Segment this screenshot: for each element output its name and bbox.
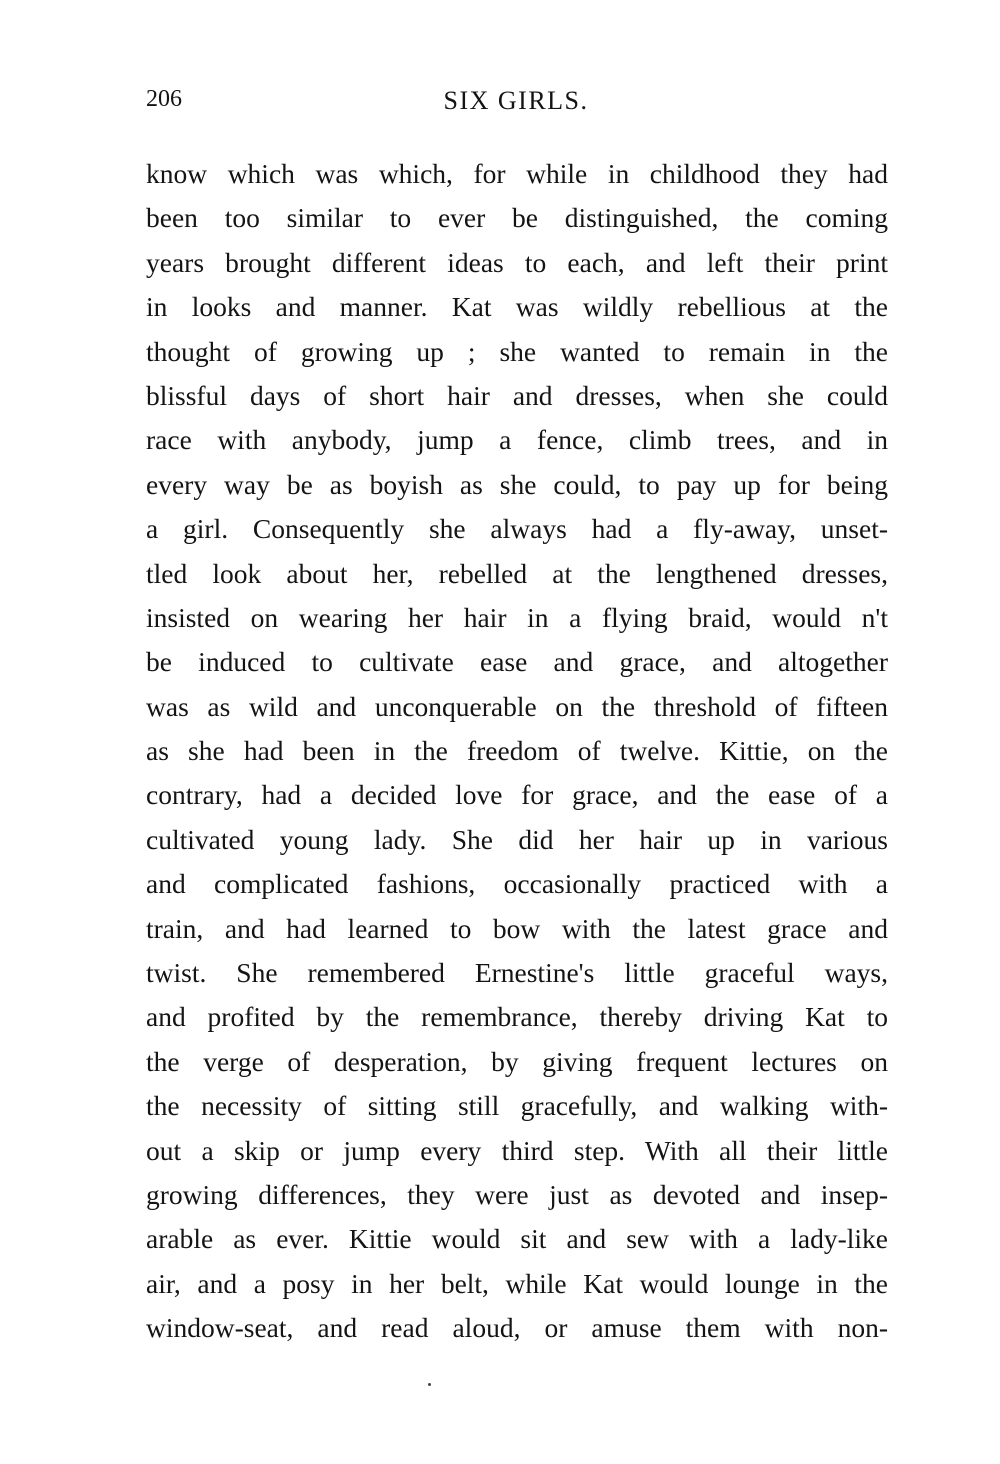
text-line: and profited by the remembrance, thereby driving Kat to [146,1001,888,1033]
page-header [146,86,886,126]
page-number: 206 [146,86,182,112]
text-line: years brought different ideas to each, and left their print [146,246,888,278]
body-text [146,152,888,1351]
text-line: the verge of desperation, by giving frequent lectures on [146,1045,888,1077]
text-line: twist. She remembered Ernestine's little graceful ways, [146,957,888,989]
text-line: thought of growing up ; she wanted to remain in the [146,335,888,367]
text-line: in looks and manner. Kat was wildly rebellious at the [146,291,888,323]
text-line: and complicated fashions, occasionally practiced with a [146,868,888,900]
text-line: tled look about her, rebelled at the lengthened dresses, [146,557,888,589]
text-line: race with anybody, jump a fence, climb trees, and in [146,424,888,456]
text-line: contrary, had a decided love for grace, and the ease of a [146,779,888,811]
running-title: SIX GIRLS. [443,86,589,115]
text-line: cultivated young lady. She did her hair up in various [146,823,888,855]
text-line: a girl. Consequently she always had a fly-away, unset- [146,513,888,545]
text-line: be induced to cultivate ease and grace, and altogether [146,646,888,678]
text-line: was as wild and unconquerable on the threshold of fifteen [146,690,888,722]
text-line: every way be as boyish as she could, to pay up for being [146,468,888,500]
text-line: arable as ever. Kittie would sit and sew with a lady-like [146,1223,888,1255]
text-line: insisted on wearing her hair in a flying braid, would n't [146,601,888,633]
text-line: the necessity of sitting still gracefully, and walking with- [146,1090,888,1122]
text-line: blissful days of short hair and dresses, when she could [146,379,888,411]
text-line: as she had been in the freedom of twelve. Kittie, on the [146,735,888,767]
text-line: air, and a posy in her belt, while Kat would lounge in the [146,1267,888,1299]
text-line: train, and had learned to bow with the latest grace and [146,912,888,944]
text-line: been too similar to ever be distinguished, the coming [146,202,888,234]
printer-mark [428,1383,431,1386]
text-line: out a skip or jump every third step. With all their little [146,1134,888,1166]
text-line: growing differences, they were just as devoted and insep- [146,1178,888,1210]
text-line: window-seat, and read aloud, or amuse them with non- [146,1312,888,1344]
text-line: know which was which, for while in childhood they had [146,158,888,189]
